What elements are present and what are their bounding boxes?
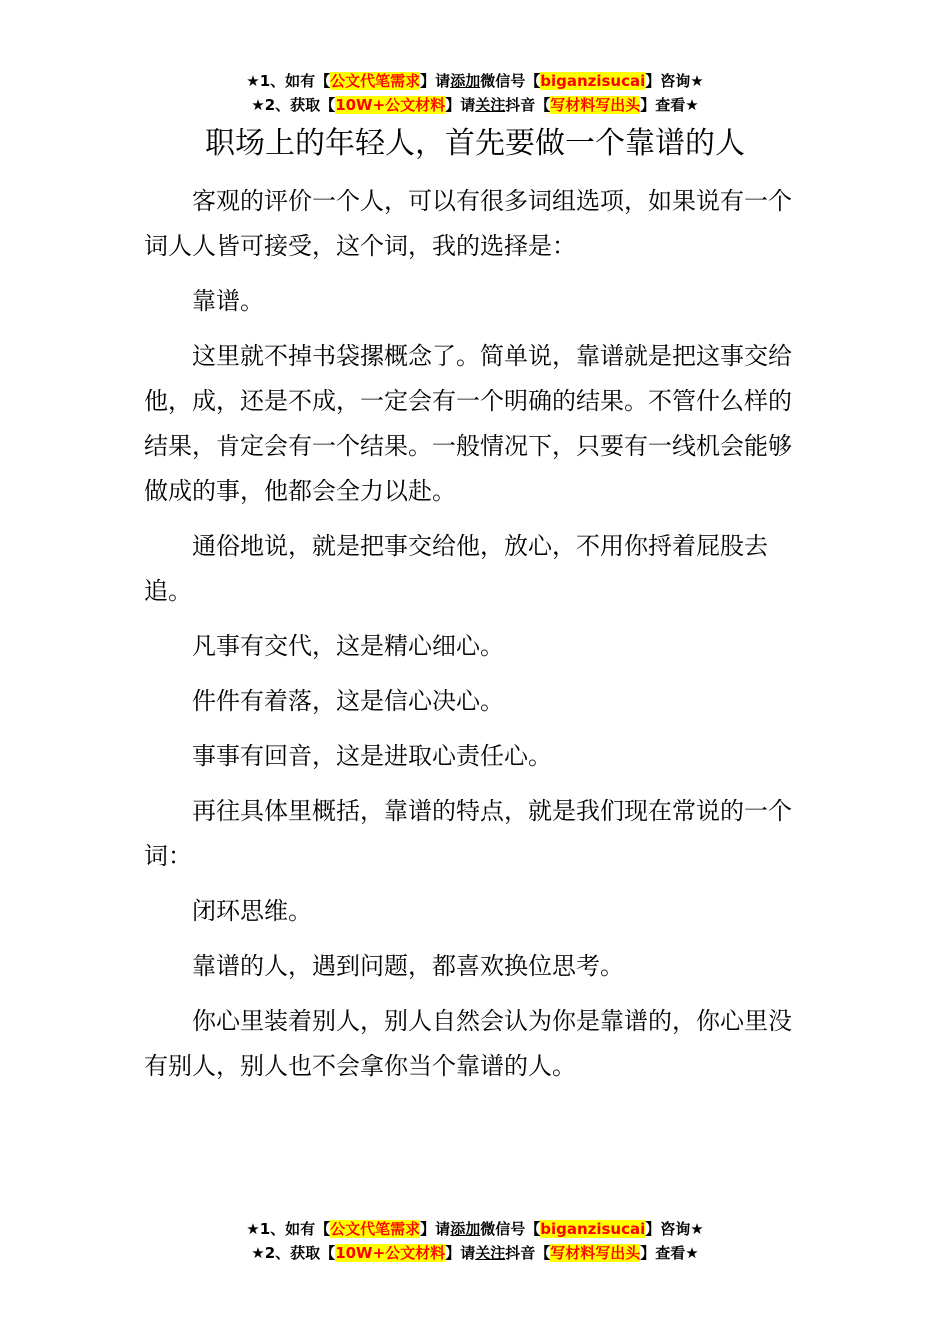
paragraph: 闭环思维。 bbox=[192, 897, 312, 925]
highlight-wechat-id: biganzisucai bbox=[540, 72, 646, 90]
highlight-douyin-account: 写材料写出头 bbox=[550, 1244, 641, 1262]
highlight-service: 公文代笔需求 bbox=[330, 72, 421, 90]
paragraph: 靠谱的人，遇到问题，都喜欢换位思考。 bbox=[192, 952, 624, 980]
paragraph: 这里就不掉书袋摞概念了。简单说，靠谱就是把这事交给他，成，还是不成，一定会有一个明确的结果。不管什么样的结果，肯定会有一个结果。一般情况下，只要有一线机会能够做成的事，他都会全力以赴。 bbox=[144, 342, 792, 505]
highlight-materials: 10W+公文材料 bbox=[335, 96, 446, 114]
page-title: 职场上的年轻人，首先要做一个靠谱的人 bbox=[205, 126, 745, 161]
paragraph: 凡事有交代，这是精心细心。 bbox=[192, 632, 504, 660]
notice-line-1: ★1、如有【公文代笔需求】请添加微信号【biganzisucai】咨询★ bbox=[246, 72, 704, 90]
notice-line-2: ★2、获取【10W+公文材料】请关注抖音【写材料写出头】查看★ bbox=[251, 1244, 699, 1262]
header-notice bbox=[0, 69, 950, 117]
notice-line-2: ★2、获取【10W+公文材料】请关注抖音【写材料写出头】查看★ bbox=[251, 96, 699, 114]
highlight-douyin-account: 写材料写出头 bbox=[550, 96, 641, 114]
paragraph: 你心里装着别人，别人自然会认为你是靠谱的，你心里没有别人，别人也不会拿你当个靠谱的人。 bbox=[144, 1007, 792, 1080]
highlight-materials: 10W+公文材料 bbox=[335, 1244, 446, 1262]
paragraph: 靠谱。 bbox=[192, 287, 264, 315]
highlight-service: 公文代笔需求 bbox=[330, 1220, 421, 1238]
notice-line-1: ★1、如有【公文代笔需求】请添加微信号【biganzisucai】咨询★ bbox=[246, 1220, 704, 1238]
article-body bbox=[144, 179, 810, 1099]
highlight-wechat-id: biganzisucai bbox=[540, 1220, 646, 1238]
paragraph: 通俗地说，就是把事交给他，放心，不用你捋着屁股去追。 bbox=[144, 532, 768, 605]
paragraph: 再往具体里概括，靠谱的特点，就是我们现在常说的一个词： bbox=[144, 797, 792, 870]
paragraph: 事事有回音，这是进取心责任心。 bbox=[192, 742, 552, 770]
paragraph: 件件有着落，这是信心决心。 bbox=[192, 687, 504, 715]
footer-notice bbox=[0, 1217, 950, 1265]
paragraph: 客观的评价一个人，可以有很多词组选项，如果说有一个词人人皆可接受，这个词，我的选择是： bbox=[144, 187, 792, 260]
